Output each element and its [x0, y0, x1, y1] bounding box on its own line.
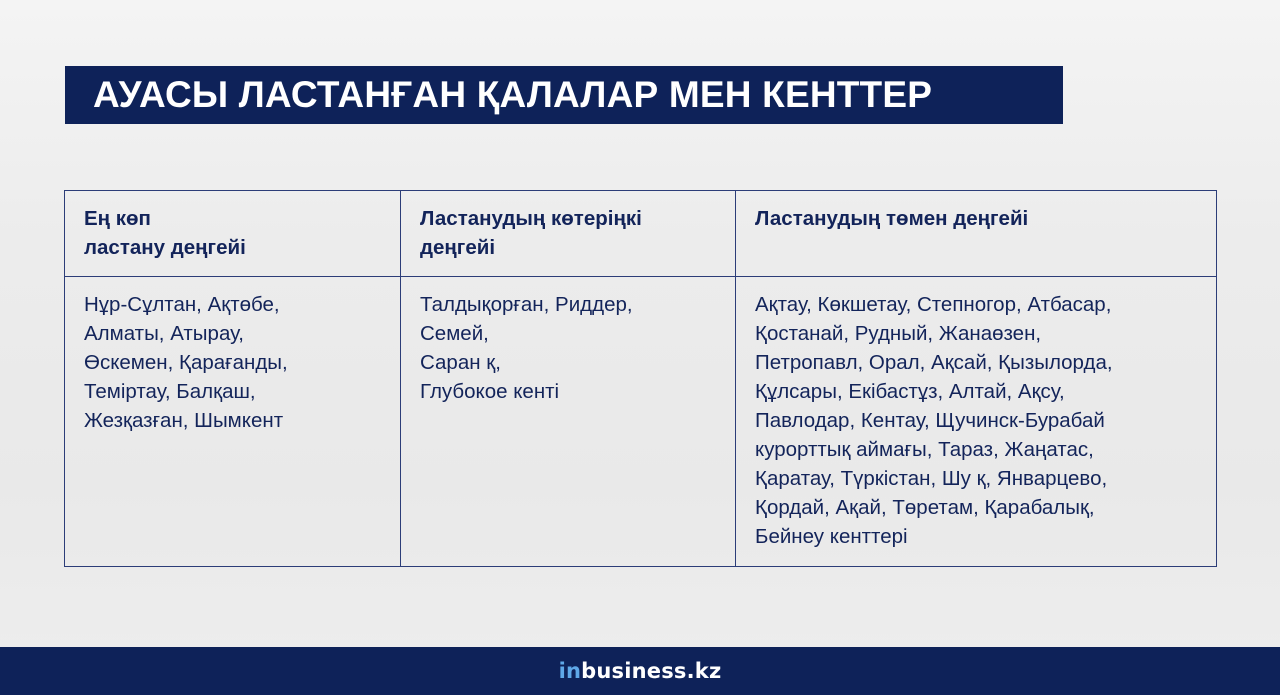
cell-highest-pollution-cities	[65, 277, 401, 567]
header-highest-pollution	[65, 191, 401, 277]
logo-main: business.kz	[581, 659, 722, 683]
city-line: Петропавл, Орал, Ақсай, Қызылорда,	[755, 351, 1113, 374]
city-line: Қостанай, Рудный, Жанаөзен,	[755, 322, 1042, 345]
city-line: Саран қ,	[420, 351, 501, 374]
city-line: Құлсары, Екібастұз, Алтай, Ақсу,	[755, 380, 1065, 403]
city-line: Глубокое кенті	[420, 380, 560, 403]
table-row	[65, 277, 1217, 567]
cell-elevated-pollution-cities	[401, 277, 736, 567]
header-low-pollution	[736, 191, 1217, 277]
header-line: деңгейі	[420, 236, 496, 259]
header-elevated-pollution	[401, 191, 736, 277]
city-line: Алматы, Атырау,	[84, 322, 245, 345]
city-line: Жезқазған, Шымкент	[84, 409, 284, 432]
header-line: ластану деңгейі	[84, 236, 246, 259]
city-line: Теміртау, Балқаш,	[84, 380, 256, 403]
footer-bar	[0, 647, 1280, 695]
cell-low-pollution-cities	[736, 277, 1217, 567]
page-title: АУАСЫ ЛАСТАНҒАН ҚАЛАЛАР МЕН КЕНТТЕР	[65, 66, 1063, 124]
city-line: Қаратау, Түркістан, Шу қ, Январцево,	[755, 467, 1108, 490]
inbusiness-logo[interactable]	[559, 659, 722, 683]
logo-prefix: in	[558, 659, 582, 683]
city-line: курорттық аймағы, Тараз, Жаңатас,	[755, 438, 1094, 461]
header-line: Ең көп	[84, 207, 151, 230]
city-line: Ақтау, Көкшетау, Степногор, Атбасар,	[755, 293, 1112, 316]
city-line: Нұр-Сұлтан, Ақтөбе,	[84, 293, 280, 316]
city-line: Өскемен, Қарағанды,	[84, 351, 288, 374]
header-line: Ластанудың көтеріңкі	[420, 207, 642, 230]
city-line: Семей,	[420, 322, 489, 345]
city-line: Павлодар, Кентау, Щучинск-Бурабай	[755, 409, 1105, 432]
city-line: Талдықорған, Риддер,	[420, 293, 633, 316]
city-line: Бейнеу кенттері	[755, 525, 908, 548]
table-header-row	[65, 191, 1217, 277]
pollution-levels-table	[64, 190, 1217, 567]
city-line: Қордай, Ақай, Төретам, Қарабалық,	[755, 496, 1095, 519]
header-line: Ластанудың төмен деңгейі	[755, 207, 1029, 230]
